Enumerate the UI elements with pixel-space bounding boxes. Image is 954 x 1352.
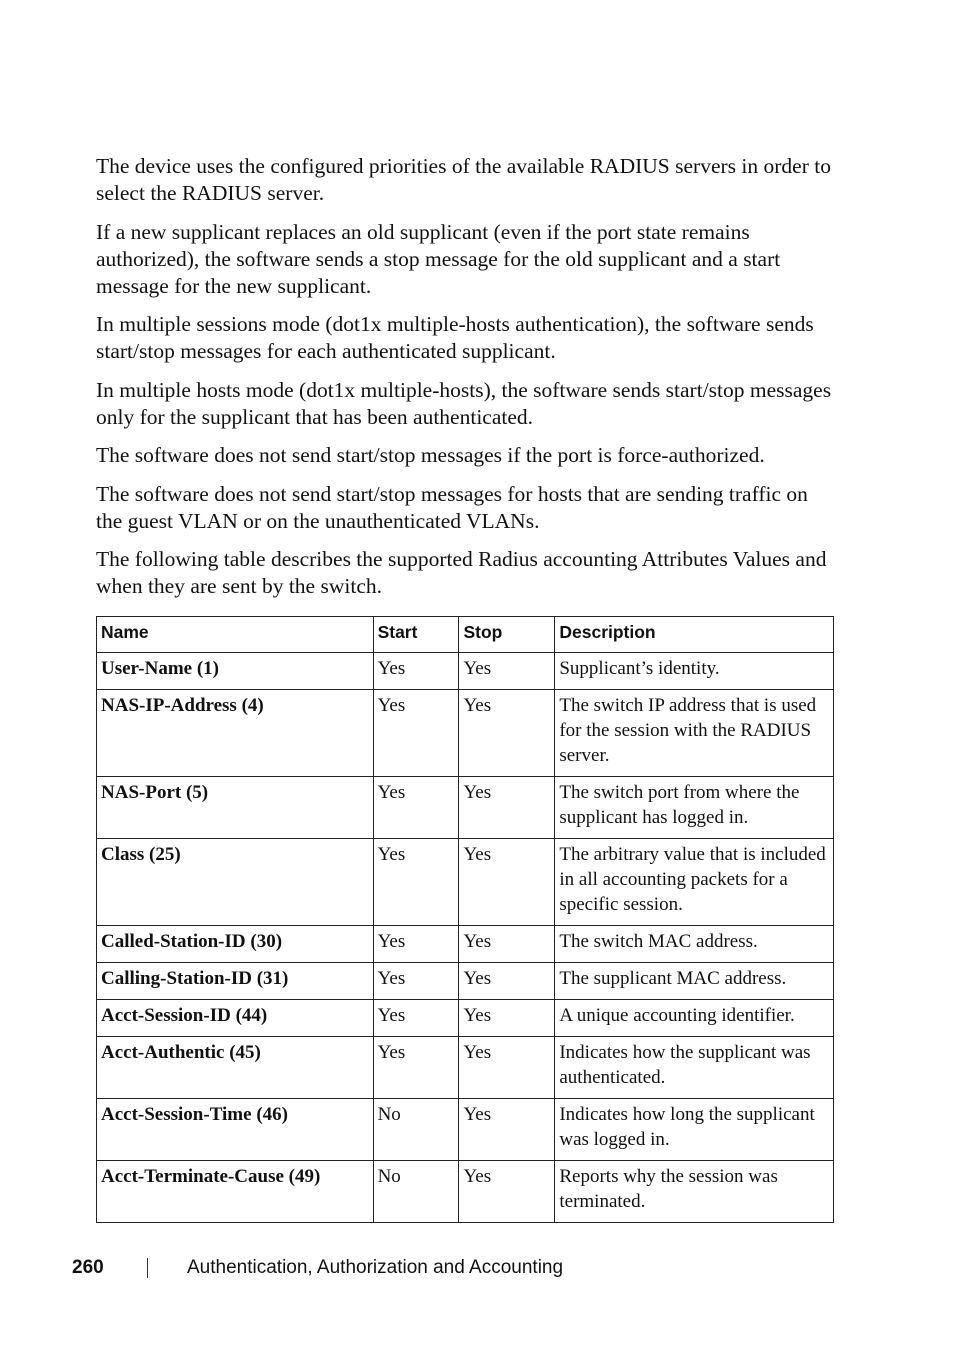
- attribute-description: Indicates how the supplicant was authenticated.: [555, 1037, 834, 1099]
- stop-value: Yes: [459, 653, 555, 690]
- attribute-description: Reports why the session was terminated.: [555, 1161, 834, 1223]
- paragraph: The software does not send start/stop messages if the port is force-authorized.: [96, 443, 765, 467]
- paragraph: The device uses the configured priorities of the available RADIUS servers in order to select the RADIUS server.: [96, 154, 831, 205]
- start-value: Yes: [373, 926, 459, 963]
- attribute-description: The supplicant MAC address.: [555, 963, 834, 1000]
- start-value: Yes: [373, 1000, 459, 1037]
- paragraph: The software does not send start/stop messages for hosts that are sending traffic on the guest VLAN or on the unauthenticated VLANs.: [96, 481, 808, 533]
- stop-value: Yes: [459, 963, 555, 1000]
- chapter-title: Authentication, Authorization and Accounting: [187, 1257, 564, 1278]
- table-row: [97, 653, 834, 690]
- header-name: Name: [97, 617, 374, 653]
- attribute-name: Calling-Station-ID (31): [97, 963, 374, 1000]
- table-row: [97, 1000, 834, 1037]
- start-value: No: [373, 1161, 459, 1223]
- table-row: [97, 1099, 834, 1161]
- start-value: Yes: [373, 777, 459, 839]
- stop-value: Yes: [459, 1161, 555, 1223]
- page-number: 260: [72, 1257, 104, 1278]
- attribute-description: A unique accounting identifier.: [555, 1000, 834, 1037]
- attribute-description: The arbitrary value that is included in all accounting packets for a specific session.: [555, 839, 834, 926]
- table-row: [97, 926, 834, 963]
- header-stop: Stop: [459, 617, 555, 653]
- header-start: Start: [373, 617, 459, 653]
- radius-attributes-table: [96, 616, 834, 1223]
- header-description: Description: [555, 617, 834, 653]
- paragraph: If a new supplicant replaces an old supplicant (even if the port state remains authorized), the software sends a stop message for the old supplicant and a start message for the new supplicant.: [96, 219, 781, 298]
- paragraph: In multiple hosts mode (dot1x multiple-hosts), the software sends start/stop messages only for the supplicant that has been authenticated.: [96, 377, 832, 429]
- start-value: No: [373, 1099, 459, 1161]
- attribute-name: NAS-IP-Address (4): [97, 690, 374, 777]
- footer-separator: [147, 1258, 148, 1278]
- start-value: Yes: [373, 690, 459, 777]
- table-row: [97, 1037, 834, 1099]
- stop-value: Yes: [459, 839, 555, 926]
- stop-value: Yes: [459, 1000, 555, 1037]
- attribute-description: The switch IP address that is used for the session with the RADIUS server.: [555, 690, 834, 777]
- table-row: [97, 777, 834, 839]
- table-row: [97, 963, 834, 1000]
- attribute-name: NAS-Port (5): [97, 777, 374, 839]
- attribute-description: Supplicant’s identity.: [555, 653, 834, 690]
- stop-value: Yes: [459, 926, 555, 963]
- attribute-name: Acct-Session-ID (44): [97, 1000, 374, 1037]
- stop-value: Yes: [459, 1037, 555, 1099]
- attribute-description: The switch port from where the supplicant has logged in.: [555, 777, 834, 839]
- start-value: Yes: [373, 1037, 459, 1099]
- attribute-name: Class (25): [97, 839, 374, 926]
- stop-value: Yes: [459, 690, 555, 777]
- attribute-name: Acct-Authentic (45): [97, 1037, 374, 1099]
- table-row: [97, 839, 834, 926]
- table-row: [97, 1161, 834, 1223]
- attribute-description: Indicates how long the supplicant was logged in.: [555, 1099, 834, 1161]
- attribute-name: User-Name (1): [97, 653, 374, 690]
- table-header-row: [97, 617, 834, 653]
- stop-value: Yes: [459, 777, 555, 839]
- attribute-name: Called-Station-ID (30): [97, 926, 374, 963]
- attribute-name: Acct-Terminate-Cause (49): [97, 1161, 374, 1223]
- paragraph: In multiple sessions mode (dot1x multiple-hosts authentication), the software sends start/stop messages for each authenticated supplicant.: [96, 312, 814, 363]
- body-text: [96, 153, 836, 612]
- paragraph: The following table describes the supported Radius accounting Attributes Values and when they are sent by the switch.: [96, 547, 827, 598]
- start-value: Yes: [373, 963, 459, 1000]
- attribute-name: Acct-Session-Time (46): [97, 1099, 374, 1161]
- attribute-description: The switch MAC address.: [555, 926, 834, 963]
- stop-value: Yes: [459, 1099, 555, 1161]
- start-value: Yes: [373, 839, 459, 926]
- start-value: Yes: [373, 653, 459, 690]
- table-row: [97, 690, 834, 777]
